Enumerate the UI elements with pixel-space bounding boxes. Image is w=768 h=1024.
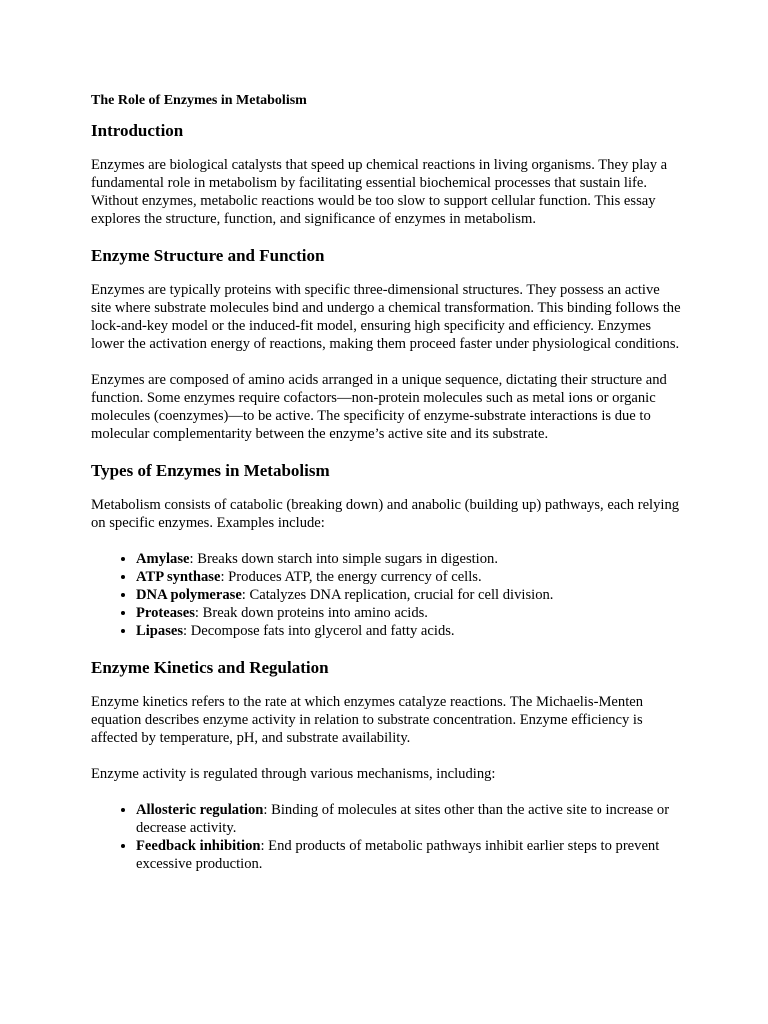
list-item-term: Proteases [136,605,195,621]
list-item-desc: : Breaks down starch into simple sugars in digestion. [189,551,498,567]
paragraph: Enzymes are composed of amino acids arranged in a unique sequence, dictating their structure and function. Some enzymes require cofactors—non-protein molecules such as metal ions or organic molecules (coenzymes)—to be active. The specificity of enzyme-substrate interactions is due to molecular complementarity between the enzyme’s active site and its substrate. [91,372,667,442]
heading-structure-function: Enzyme Structure and Function [91,246,325,265]
list-item-term: Lipases [136,623,184,639]
list-item-desc: : Break down proteins into amino acids. [194,605,428,621]
list-item-term: ATP synthase [136,569,221,585]
paragraph: Metabolism consists of catabolic (breaking down) and anabolic (building up) pathways, each relying on specific enzymes. Examples include: [91,497,680,531]
list-item-term: Allosteric regulation [136,802,264,818]
heading-kinetics-regulation: Enzyme Kinetics and Regulation [91,658,329,677]
list-item-term: Feedback inhibition [136,838,261,854]
paragraph: Enzymes are typically proteins with specific three-dimensional structures. They possess an active site where substrate molecules bind and undergo a chemical transformation. This binding follows the lock-and-key model or the induced-fit model, ensuring high specificity and efficiency. Enzymes lower the activation energy of reactions, making them proceed faster under physiological conditions. [91,282,681,352]
list-item [136,586,681,604]
paragraph: Enzymes are biological catalysts that speed up chemical reactions in living organisms. They play a fundamental role in metabolism by facilitating essential biochemical processes that sustain life. Without enzymes, metabolic reactions would be too slow to support cellular function. This essay explores the structure, function, and significance of enzymes in metabolism. [91,157,668,227]
paragraph: Enzyme kinetics refers to the rate at which enzymes catalyze reactions. The Michaelis-Menten equation describes enzyme activity in relation to substrate concentration. Enzyme efficiency is affected by temperature, pH, and substrate availability. [91,694,644,746]
list-item [136,604,681,622]
list-item [136,801,681,837]
regulation-list [91,801,681,873]
list-item-desc: : Catalyzes DNA replication, crucial for cell division. [241,587,554,603]
document-body [91,92,681,891]
list-item-desc: : End products of metabolic pathways inhibit earlier steps to prevent excessive production. [136,838,660,872]
document-title: The Role of Enzymes in Metabolism [91,93,307,108]
paragraph: Enzyme activity is regulated through various mechanisms, including: [91,766,496,782]
list-item-desc: : Binding of molecules at sites other than the active site to increase or decrease activity. [136,802,670,836]
list-item-term: DNA polymerase [136,587,242,603]
list-item-term: Amylase [136,551,190,567]
heading-types-of-enzymes: Types of Enzymes in Metabolism [91,461,330,480]
heading-introduction: Introduction [91,121,184,140]
list-item [136,837,681,873]
list-item [136,568,681,586]
enzyme-types-list [91,550,681,640]
list-item [136,622,681,640]
list-item-desc: : Decompose fats into glycerol and fatty acids. [183,623,455,639]
list-item-desc: : Produces ATP, the energy currency of cells. [220,569,482,585]
list-item [136,550,681,568]
